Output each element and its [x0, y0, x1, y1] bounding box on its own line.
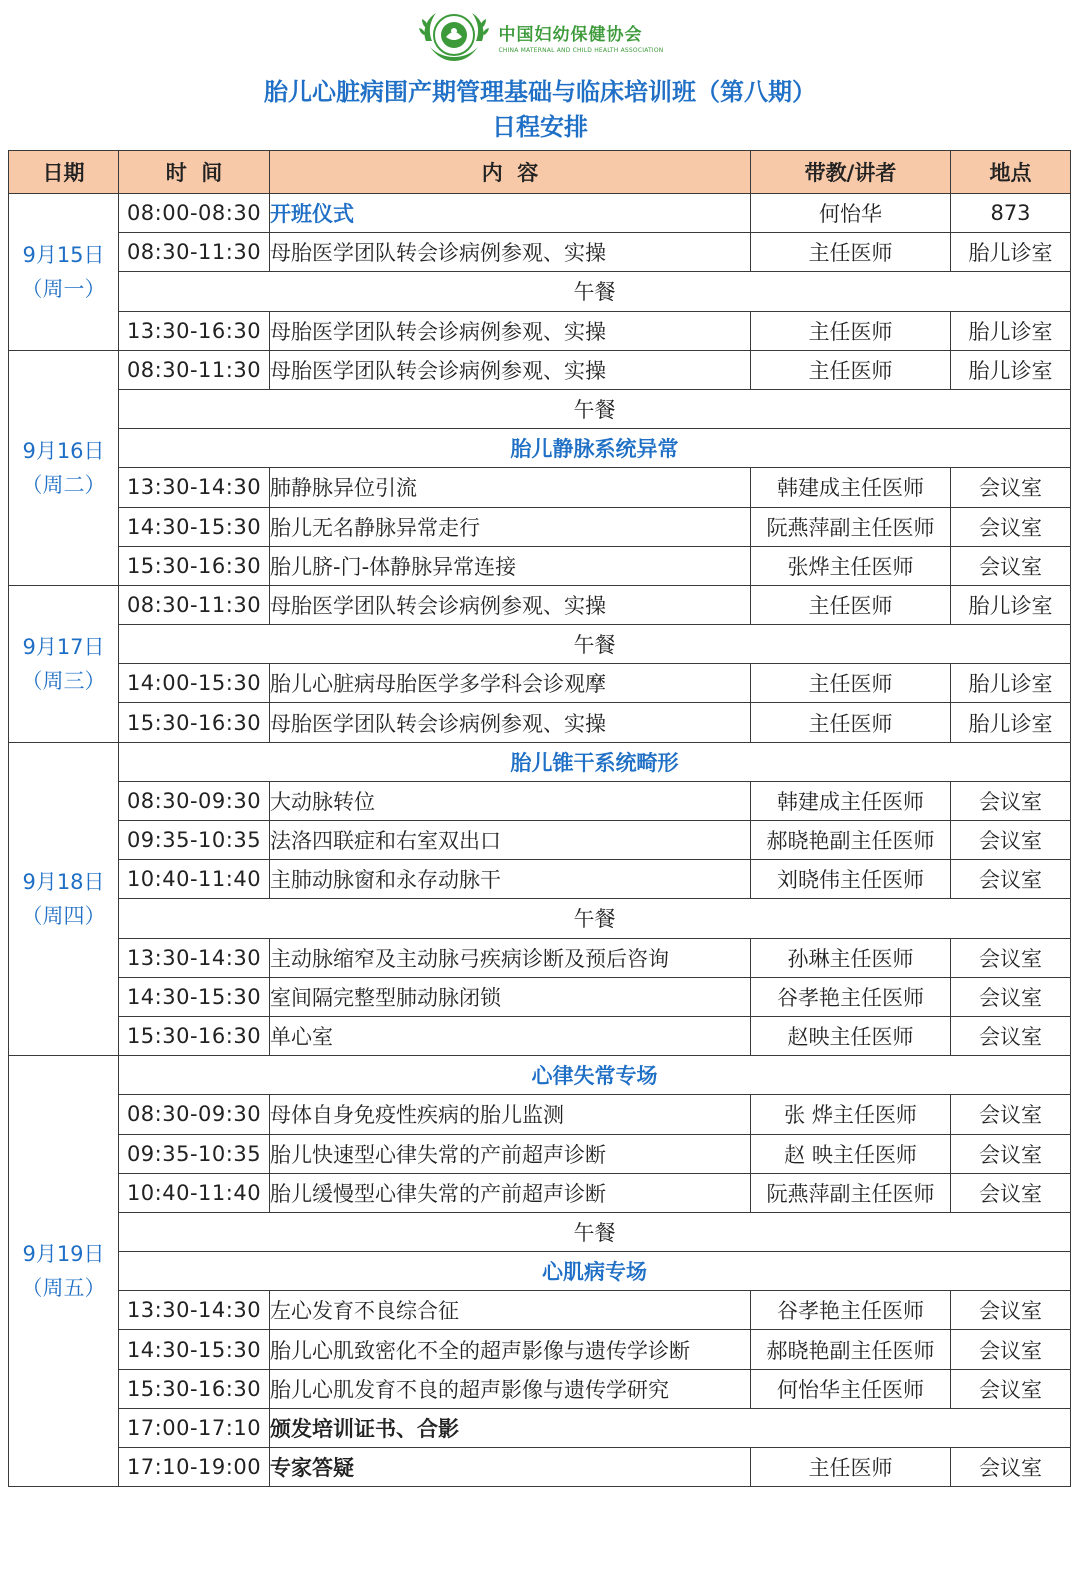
time-cell: 14:30-15:30 — [119, 507, 270, 546]
table-row — [9, 938, 1071, 977]
time-cell: 15:30-16:30 — [119, 1369, 270, 1408]
speaker-cell: 赵映主任医师 — [751, 1016, 951, 1055]
lunch-row — [9, 389, 1071, 428]
location-cell: 会议室 — [951, 860, 1071, 899]
table-row — [9, 1408, 1071, 1447]
table-row — [9, 703, 1071, 742]
lunch-label: 午餐 — [119, 625, 1071, 664]
lunch-label: 午餐 — [119, 899, 1071, 938]
lunch-row — [9, 1212, 1071, 1251]
time-cell: 14:00-15:30 — [119, 664, 270, 703]
time-cell: 17:00-17:10 — [119, 1408, 270, 1447]
location-cell: 胎儿诊室 — [951, 233, 1071, 272]
speaker-cell: 张 烨主任医师 — [751, 1095, 951, 1134]
time-cell: 09:35-10:35 — [119, 1134, 270, 1173]
column-header-time: 时 间 — [119, 151, 270, 194]
table-row — [9, 585, 1071, 624]
table-row — [9, 1095, 1071, 1134]
speaker-cell: 张烨主任医师 — [751, 546, 951, 585]
location-cell: 会议室 — [951, 468, 1071, 507]
location-cell: 会议室 — [951, 1448, 1071, 1487]
speaker-cell: 韩建成主任医师 — [751, 781, 951, 820]
content-cell: 室间隔完整型肺动脉闭锁 — [270, 977, 751, 1016]
speaker-cell: 赵 映主任医师 — [751, 1134, 951, 1173]
location-cell: 873 — [951, 194, 1071, 233]
table-row — [9, 546, 1071, 585]
table-row — [9, 194, 1071, 233]
lunch-label: 午餐 — [119, 1212, 1071, 1251]
location-cell: 会议室 — [951, 977, 1071, 1016]
table-header-row — [9, 151, 1071, 194]
time-cell: 17:10-19:00 — [119, 1448, 270, 1487]
speaker-cell: 何怡华主任医师 — [751, 1369, 951, 1408]
content-cell: 胎儿无名静脉异常走行 — [270, 507, 751, 546]
location-cell: 会议室 — [951, 1134, 1071, 1173]
speaker-cell: 郝晓艳副主任医师 — [751, 1330, 951, 1369]
date-cell — [9, 585, 119, 742]
location-cell: 胎儿诊室 — [951, 350, 1071, 389]
location-cell: 胎儿诊室 — [951, 585, 1071, 624]
time-cell: 13:30-14:30 — [119, 1291, 270, 1330]
date-cell — [9, 742, 119, 1056]
table-row — [9, 664, 1071, 703]
speaker-cell: 谷孝艳主任医师 — [751, 1291, 951, 1330]
content-cell: 左心发育不良综合征 — [270, 1291, 751, 1330]
speaker-cell: 阮燕萍副主任医师 — [751, 1173, 951, 1212]
table-row — [9, 977, 1071, 1016]
content-cell: 胎儿心肌致密化不全的超声影像与遗传学诊断 — [270, 1330, 751, 1369]
speaker-cell: 主任医师 — [751, 585, 951, 624]
speaker-cell: 主任医师 — [751, 350, 951, 389]
location-cell: 胎儿诊室 — [951, 703, 1071, 742]
weekday-label: （周四） — [21, 903, 106, 928]
section-title: 胎儿锥干系统畸形 — [119, 742, 1071, 781]
association-emblem-icon — [416, 7, 492, 67]
time-cell: 10:40-11:40 — [119, 860, 270, 899]
speaker-cell: 刘晓伟主任医师 — [751, 860, 951, 899]
lunch-row — [9, 899, 1071, 938]
date-cell — [9, 1056, 119, 1487]
time-cell: 13:30-14:30 — [119, 938, 270, 977]
column-header-speaker: 带教/讲者 — [751, 151, 951, 194]
location-cell: 会议室 — [951, 1291, 1071, 1330]
content-cell: 颁发培训证书、合影 — [270, 1408, 1071, 1447]
section-row — [9, 742, 1071, 781]
location-cell: 会议室 — [951, 1369, 1071, 1408]
time-cell: 15:30-16:30 — [119, 1016, 270, 1055]
speaker-cell: 谷孝艳主任医师 — [751, 977, 951, 1016]
content-cell: 主动脉缩窄及主动脉弓疾病诊断及预后咨询 — [270, 938, 751, 977]
location-cell: 会议室 — [951, 1173, 1071, 1212]
lunch-label: 午餐 — [119, 272, 1071, 311]
content-cell: 母胎医学团队转会诊病例参观、实操 — [270, 703, 751, 742]
time-cell: 14:30-15:30 — [119, 1330, 270, 1369]
table-row — [9, 1369, 1071, 1408]
section-title: 胎儿静脉系统异常 — [119, 429, 1071, 468]
speaker-cell: 阮燕萍副主任医师 — [751, 507, 951, 546]
weekday-label: （周五） — [21, 1276, 106, 1301]
content-cell: 胎儿快速型心律失常的产前超声诊断 — [270, 1134, 751, 1173]
table-row — [9, 1016, 1071, 1055]
date-label: 9月19日 — [22, 1242, 105, 1267]
table-row — [9, 1291, 1071, 1330]
table-row — [9, 311, 1071, 350]
section-row — [9, 1056, 1071, 1095]
location-cell: 会议室 — [951, 1016, 1071, 1055]
content-cell: 母胎医学团队转会诊病例参观、实操 — [270, 233, 751, 272]
content-cell: 母体自身免疫性疾病的胎儿监测 — [270, 1095, 751, 1134]
location-cell: 胎儿诊室 — [951, 311, 1071, 350]
table-row — [9, 1448, 1071, 1487]
lunch-row — [9, 272, 1071, 311]
org-name-en: CHINA MATERNAL AND CHILD HEALTH ASSOCIATION — [498, 47, 664, 54]
speaker-cell: 孙琳主任医师 — [751, 938, 951, 977]
date-cell — [9, 350, 119, 585]
speaker-cell: 主任医师 — [751, 1448, 951, 1487]
column-header-content: 内 容 — [270, 151, 751, 194]
content-cell: 开班仪式 — [270, 194, 751, 233]
table-row — [9, 468, 1071, 507]
section-row — [9, 1252, 1071, 1291]
section-title: 心律失常专场 — [119, 1056, 1071, 1095]
table-row — [9, 1330, 1071, 1369]
date-cell — [9, 194, 119, 351]
time-cell: 15:30-16:30 — [119, 703, 270, 742]
page-subtitle: 日程安排 — [492, 113, 588, 141]
table-row — [9, 1173, 1071, 1212]
time-cell: 08:00-08:30 — [119, 194, 270, 233]
content-cell: 胎儿心脏病母胎医学多学科会诊观摩 — [270, 664, 751, 703]
time-cell: 08:30-09:30 — [119, 781, 270, 820]
location-cell: 会议室 — [951, 546, 1071, 585]
table-row — [9, 233, 1071, 272]
org-name-cn: 中国妇幼保健协会 — [498, 25, 643, 45]
speaker-cell: 主任医师 — [751, 233, 951, 272]
location-cell: 会议室 — [951, 1330, 1071, 1369]
schedule-table — [8, 150, 1071, 1487]
table-row — [9, 350, 1071, 389]
date-label: 9月16日 — [22, 438, 105, 463]
location-cell: 胎儿诊室 — [951, 664, 1071, 703]
location-cell: 会议室 — [951, 507, 1071, 546]
lunch-row — [9, 625, 1071, 664]
time-cell: 14:30-15:30 — [119, 977, 270, 1016]
speaker-cell: 主任医师 — [751, 703, 951, 742]
table-row — [9, 821, 1071, 860]
column-header-date: 日期 — [9, 151, 119, 194]
speaker-cell: 郝晓艳副主任医师 — [751, 821, 951, 860]
content-cell: 大动脉转位 — [270, 781, 751, 820]
content-cell: 单心室 — [270, 1016, 751, 1055]
weekday-label: （周三） — [21, 668, 106, 693]
section-title: 心肌病专场 — [119, 1252, 1071, 1291]
content-cell: 胎儿心肌发育不良的超声影像与遗传学研究 — [270, 1369, 751, 1408]
content-cell: 肺静脉异位引流 — [270, 468, 751, 507]
column-header-location: 地点 — [951, 151, 1071, 194]
content-cell: 胎儿脐-门-体静脉异常连接 — [270, 546, 751, 585]
speaker-cell: 何怡华 — [751, 194, 951, 233]
location-cell: 会议室 — [951, 938, 1071, 977]
time-cell: 10:40-11:40 — [119, 1173, 270, 1212]
content-cell: 法洛四联症和右室双出口 — [270, 821, 751, 860]
table-row — [9, 860, 1071, 899]
content-cell: 母胎医学团队转会诊病例参观、实操 — [270, 585, 751, 624]
lunch-label: 午餐 — [119, 389, 1071, 428]
content-cell: 主肺动脉窗和永存动脉干 — [270, 860, 751, 899]
date-label: 9月17日 — [22, 634, 105, 659]
section-row — [9, 429, 1071, 468]
content-cell: 专家答疑 — [270, 1448, 751, 1487]
speaker-cell: 主任医师 — [751, 311, 951, 350]
location-cell: 会议室 — [951, 781, 1071, 820]
weekday-label: （周二） — [21, 472, 106, 497]
org-logo — [0, 6, 1080, 68]
table-row — [9, 1134, 1071, 1173]
table-row — [9, 507, 1071, 546]
date-label: 9月15日 — [22, 242, 105, 267]
time-cell: 08:30-11:30 — [119, 585, 270, 624]
page-title: 胎儿心脏病围产期管理基础与临床培训班（第八期） — [264, 78, 816, 106]
table-row — [9, 781, 1071, 820]
speaker-cell: 主任医师 — [751, 664, 951, 703]
time-cell: 08:30-11:30 — [119, 233, 270, 272]
page-header — [0, 0, 1080, 148]
schedule-body — [9, 194, 1071, 1487]
location-cell: 会议室 — [951, 1095, 1071, 1134]
time-cell: 08:30-11:30 — [119, 350, 270, 389]
time-cell: 15:30-16:30 — [119, 546, 270, 585]
speaker-cell: 韩建成主任医师 — [751, 468, 951, 507]
time-cell: 09:35-10:35 — [119, 821, 270, 860]
content-cell: 母胎医学团队转会诊病例参观、实操 — [270, 350, 751, 389]
content-cell: 胎儿缓慢型心律失常的产前超声诊断 — [270, 1173, 751, 1212]
time-cell: 13:30-14:30 — [119, 468, 270, 507]
location-cell: 会议室 — [951, 821, 1071, 860]
date-label: 9月18日 — [22, 869, 105, 894]
time-cell: 13:30-16:30 — [119, 311, 270, 350]
weekday-label: （周一） — [21, 276, 106, 301]
time-cell: 08:30-09:30 — [119, 1095, 270, 1134]
content-cell: 母胎医学团队转会诊病例参观、实操 — [270, 311, 751, 350]
